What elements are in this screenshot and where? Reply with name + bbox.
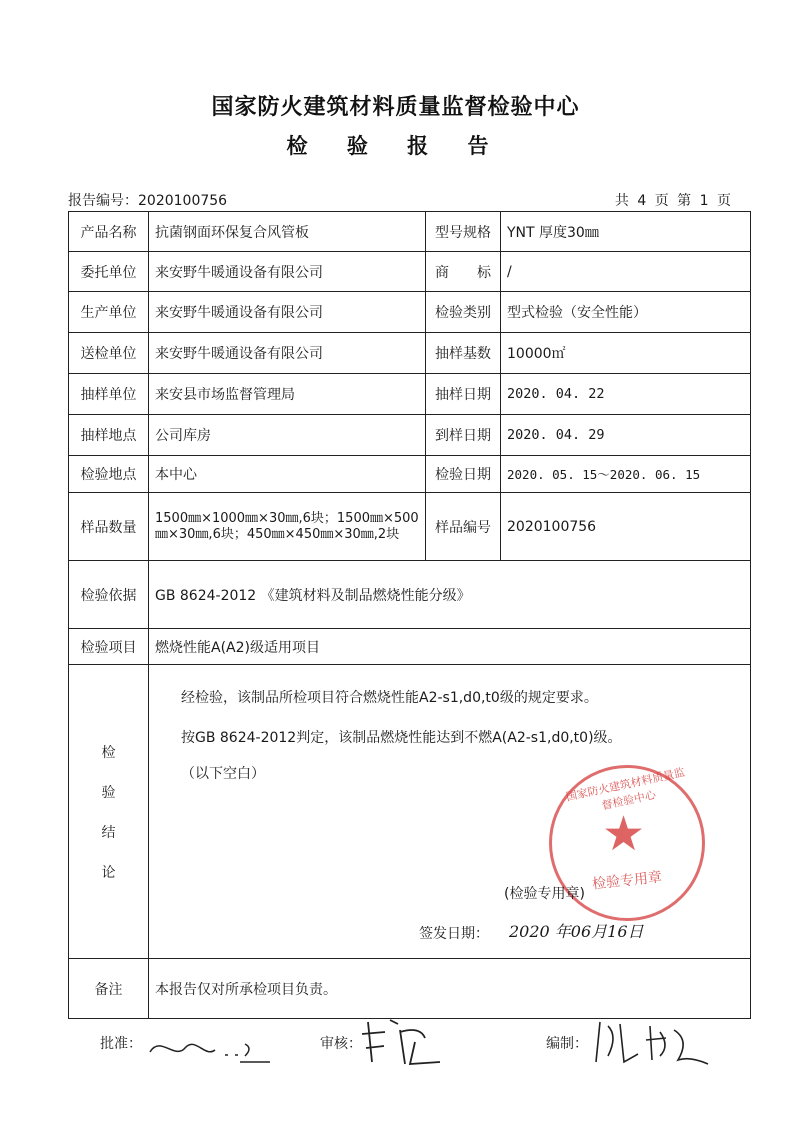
row-label: 检验项目 — [69, 629, 149, 665]
row-value: 抗菌钢面环保复合风管板 — [149, 212, 426, 252]
row-label: 抽样基数 — [426, 333, 501, 374]
row-label: 备注 — [69, 959, 149, 1019]
doc-title: 检 验 报 告 — [286, 134, 505, 158]
review-label: 审核： — [320, 1036, 362, 1052]
row-label: 产品名称 — [69, 212, 149, 252]
row-sample-place — [69, 415, 751, 456]
seal-inner-text: 检验专用章 — [591, 869, 663, 893]
compile-label: 编制： — [546, 1036, 588, 1052]
row-product-name — [69, 212, 751, 252]
row-remark — [69, 959, 751, 1019]
row-value: YNT 厚度30㎜ — [501, 212, 751, 252]
review-signature — [360, 1012, 450, 1072]
row-value: 本中心 — [149, 456, 426, 493]
row-manufacturer — [69, 292, 751, 333]
row-label: 检验类别 — [426, 292, 501, 333]
row-label: 检验地点 — [69, 456, 149, 493]
report-number: 报告编号：2020100756 — [68, 193, 228, 209]
report-table — [68, 211, 751, 1019]
row-value: / — [501, 252, 751, 292]
seal-ring-text: 国家防火建筑材料质量监督检验中心 — [564, 765, 686, 813]
row-label: 检验依据 — [69, 561, 149, 629]
row-value: GB 8624-2012 《建筑材料及制品燃烧性能分级》 — [149, 561, 751, 629]
row-value: 2020100756 — [501, 493, 751, 561]
row-value: 2020. 04. 29 — [501, 415, 751, 456]
conclusion-label — [69, 665, 149, 959]
row-label: 委托单位 — [69, 252, 149, 292]
star-icon: ★ — [602, 806, 646, 862]
row-value: 2020. 04. 22 — [501, 374, 751, 415]
row-value: 来安野牛暖通设备有限公司 — [149, 333, 426, 374]
row-value: 10000㎡ — [501, 333, 751, 374]
row-value: 1500㎜×1000㎜×30㎜,6块；1500㎜×500㎜×30㎜,6块；450㎜×450㎜×30㎜,2块 — [149, 493, 426, 561]
row-label: 抽样单位 — [69, 374, 149, 415]
row-label: 商 标 — [426, 252, 501, 292]
compile-signature — [590, 1012, 720, 1072]
stamp-note: (检验专用章) — [504, 886, 585, 902]
row-label: 到样日期 — [426, 415, 501, 456]
issue-date-label: 签发日期： — [419, 926, 489, 942]
row-value: 本报告仅对所承检项目负责。 — [149, 959, 751, 1019]
approve-label: 批准： — [100, 1036, 142, 1052]
row-sample-qty — [69, 493, 751, 561]
conclusion-line-2: 按GB 8624-2012判定，该制品燃烧性能达到不燃A(A2-s1,d0,t0)级。 — [181, 730, 622, 746]
row-label: 检验日期 — [426, 456, 501, 493]
row-items — [69, 629, 751, 665]
row-label: 抽样日期 — [426, 374, 501, 415]
row-value: 来安野牛暖通设备有限公司 — [149, 292, 426, 333]
row-client — [69, 252, 751, 292]
row-sampler — [69, 374, 751, 415]
row-label: 抽样地点 — [69, 415, 149, 456]
row-label: 送检单位 — [69, 333, 149, 374]
row-basis — [69, 561, 751, 629]
row-label: 样品编号 — [426, 493, 501, 561]
row-conclusion — [69, 665, 751, 959]
row-label: 型号规格 — [426, 212, 501, 252]
row-value: 来安野牛暖通设备有限公司 — [149, 252, 426, 292]
conclusion-char: 论 — [101, 864, 116, 881]
row-value: 2020. 05. 15～2020. 06. 15 — [501, 456, 751, 493]
org-title: 国家防火建筑材料质量监督检验中心 — [211, 95, 580, 120]
row-value: 燃烧性能A(A2)级适用项目 — [149, 629, 751, 665]
approve-signature — [145, 1030, 275, 1070]
row-submitter — [69, 333, 751, 374]
conclusion-char: 检 — [101, 744, 116, 761]
row-value: 公司库房 — [149, 415, 426, 456]
row-value: 型式检验（安全性能） — [501, 292, 751, 333]
conclusion-line-1: 经检验，该制品所检项目符合燃烧性能A2-s1,d0,t0级的规定要求。 — [181, 690, 598, 706]
conclusion-line-3: （以下空白） — [181, 766, 265, 782]
conclusion-body — [149, 665, 751, 959]
conclusion-char: 结 — [101, 824, 116, 841]
row-label: 样品数量 — [69, 493, 149, 561]
conclusion-char: 验 — [101, 784, 116, 801]
row-label: 生产单位 — [69, 292, 149, 333]
row-test-place — [69, 456, 751, 493]
page-info: 共 4 页 第 1 页 — [614, 193, 733, 209]
row-value: 来安县市场监督管理局 — [149, 374, 426, 415]
issue-date: 2020 年06月16日 — [509, 922, 644, 941]
